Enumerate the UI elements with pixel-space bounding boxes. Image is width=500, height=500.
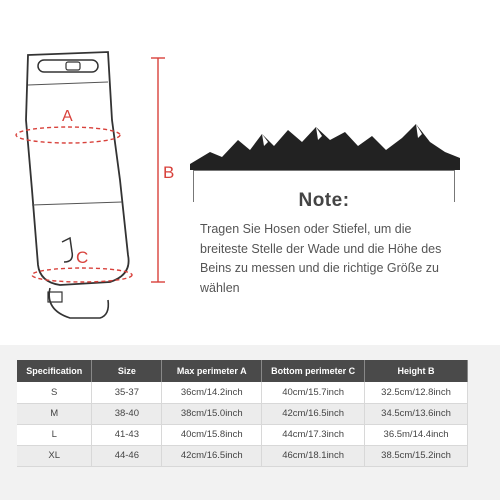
column-header: Height B — [365, 360, 468, 382]
table-cell: 42cm/16.5inch — [162, 445, 262, 466]
table-cell: 32.5cm/12.8inch — [365, 382, 468, 403]
note-title: Note: — [0, 190, 500, 212]
column-header: Specification — [17, 360, 92, 382]
table-cell: 38.5cm/15.2inch — [365, 445, 468, 466]
table-cell: 38-40 — [92, 403, 162, 424]
table-cell: 42cm/16.5inch — [262, 403, 365, 424]
table-row — [17, 382, 468, 403]
table-cell: L — [17, 424, 92, 445]
table-row — [17, 403, 468, 424]
table-cell: 41-43 — [92, 424, 162, 445]
table-cell: 46cm/18.1inch — [262, 445, 365, 466]
note-text: Tragen Sie Hosen oder Stiefel, um die breiteste Stelle der Wade und die Höhe des Beins zu messen und die richtige Größe zu wählen — [200, 222, 442, 295]
table-cell: 44-46 — [92, 445, 162, 466]
column-header: Size — [92, 360, 162, 382]
table-cell: M — [17, 403, 92, 424]
table-cell: 36cm/14.2inch — [162, 382, 262, 403]
label-height: B — [163, 163, 175, 182]
table-cell: 40cm/15.8inch — [162, 424, 262, 445]
table-cell: XL — [17, 445, 92, 466]
table-cell: 36.5m/14.4inch — [365, 424, 468, 445]
label-bottom-perimeter: C — [76, 248, 89, 267]
gaiter-drawing-icon — [0, 30, 190, 330]
table-cell: 40cm/15.7inch — [262, 382, 365, 403]
table-row — [17, 424, 468, 445]
table-cell: 34.5cm/13.6inch — [365, 403, 468, 424]
table-cell: 44cm/17.3inch — [262, 424, 365, 445]
label-max-perimeter: A — [62, 108, 73, 125]
column-header: Max perimeter A — [162, 360, 262, 382]
table-row — [17, 445, 468, 466]
table-header-row — [17, 360, 468, 382]
table-cell: 38cm/15.0inch — [162, 403, 262, 424]
size-table — [17, 360, 468, 467]
table-cell: 35-37 — [92, 382, 162, 403]
table-cell: S — [17, 382, 92, 403]
mountain-silhouette-icon — [190, 112, 460, 170]
column-header: Bottom perimeter C — [262, 360, 365, 382]
